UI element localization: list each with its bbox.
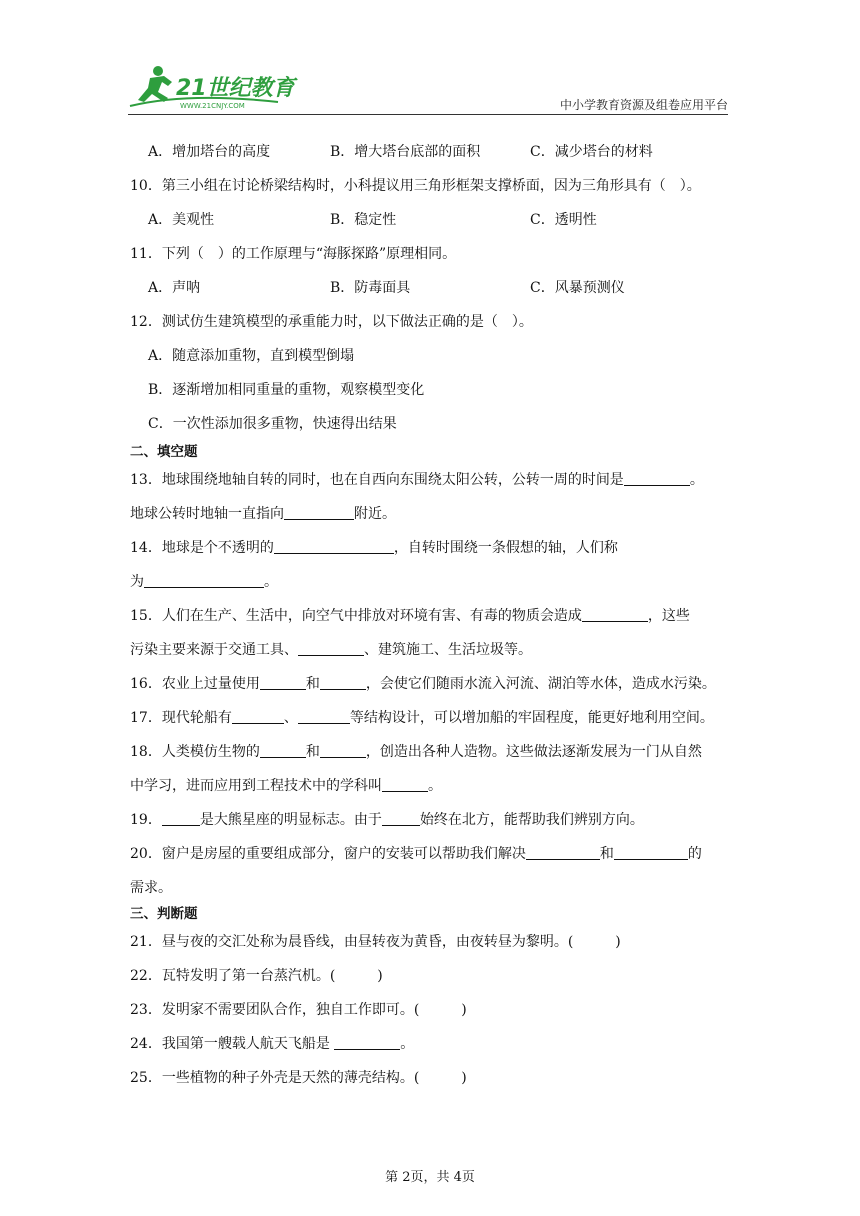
q9-option-b: B．增大塔台底部的面积 (330, 144, 481, 160)
answer-blank[interactable] (162, 811, 200, 826)
answer-blank[interactable] (320, 675, 366, 690)
q9-option-c: C．减少塔台的材料 (530, 144, 653, 160)
q11-option-b: B．防毒面具 (330, 280, 411, 296)
q18-line2: 中学习，进而应用到工程技术中的学科叫 。 (130, 778, 442, 794)
answer-blank[interactable] (260, 743, 306, 758)
answer-blank[interactable] (526, 845, 600, 860)
q24-line: 24．我国第一艘载人航天飞船是 。 (130, 1036, 415, 1052)
platform-name: 中小学教育资源及组卷应用平台 (559, 98, 728, 112)
q10-option-b: B．稳定性 (330, 212, 397, 228)
q9-option-a: A．增加塔台的高度 (148, 144, 271, 160)
q14-line1: 14．地球是个不透明的 ，自转时围绕一条假想的轴，人们称 (130, 540, 618, 556)
answer-blank[interactable] (232, 709, 284, 724)
page-footer: 第 2页，共 4页 (385, 1170, 475, 1185)
q12-option-b: B．逐渐增加相同重量的重物，观察模型变化 (148, 382, 425, 398)
q14-line2: 为 。 (130, 574, 278, 590)
q10-option-c: C．透明性 (530, 212, 597, 228)
q21-text: 21．昼与夜的交汇处称为晨昏线，由昼转夜为黄昏，由夜转昼为黎明。( ) (130, 934, 621, 950)
page-header (128, 62, 728, 122)
q15-line2: 污染主要来源于交通工具、 、建筑施工、生活垃圾等。 (130, 642, 532, 658)
q16-line: 16．农业上过量使用 和 ，会使它们随雨水流入河流、湖泊等水体，造成水污染。 (130, 676, 716, 692)
q18-line1: 18．人类模仿生物的 和 ，创造出各种人造物。这些做法逐渐发展为一门从自然 (130, 744, 702, 760)
logo-url: WWW.21CNJY.COM (180, 102, 245, 110)
answer-blank[interactable] (614, 845, 688, 860)
answer-blank[interactable] (284, 505, 354, 520)
q13-line2: 地球公转时地轴一直指向 附近。 (130, 506, 396, 522)
header-divider (128, 114, 728, 115)
q20-line2: 需求。 (130, 880, 172, 896)
q12-option-a: A．随意添加重物，直到模型倒塌 (148, 348, 355, 364)
q10-option-a: A．美观性 (148, 212, 215, 228)
q19-line: 19． 是大熊星座的明显标志。由于 始终在北方，能帮助我们辨别方向。 (130, 812, 644, 828)
answer-blank[interactable] (298, 641, 364, 656)
logo-21cnjy (128, 62, 298, 112)
answer-blank[interactable] (382, 811, 420, 826)
q12-text: 12．测试仿生建筑模型的承重能力时，以下做法正确的是（ ）。 (130, 314, 533, 330)
q11-option-a: A．声呐 (148, 280, 201, 296)
section-fill-blank: 二、填空题 (130, 444, 198, 460)
q17-line: 17．现代轮船有 、 等结构设计，可以增加船的牢固程度，能更好地利用空间。 (130, 710, 714, 726)
answer-blank[interactable] (582, 607, 648, 622)
answer-blank[interactable] (274, 539, 394, 554)
q20-line1: 20．窗户是房屋的重要组成部分，窗户的安装可以帮助我们解决 和 的 (130, 846, 702, 862)
q15-line1: 15．人们在生产、生活中，向空气中排放对环境有害、有毒的物质会造成 ，这些 (130, 608, 690, 624)
answer-blank[interactable] (320, 743, 366, 758)
q25-text: 25．一些植物的种子外壳是天然的薄壳结构。( ) (130, 1070, 467, 1086)
answer-blank[interactable] (334, 1035, 400, 1050)
q10-text: 10．第三小组在讨论桥梁结构时，小科提议用三角形框架支撑桥面，因为三角形具有（ ）。 (130, 178, 701, 194)
q13-line1: 13．地球围绕地轴自转的同时，也在自西向东围绕太阳公转，公转一周的时间是 。 (130, 472, 704, 488)
answer-blank[interactable] (624, 471, 690, 486)
answer-blank[interactable] (260, 675, 306, 690)
answer-blank[interactable] (298, 709, 350, 724)
q11-option-c: C．风暴预测仪 (530, 280, 625, 296)
section-true-false: 三、判断题 (130, 906, 198, 922)
q11-text: 11．下列（ ）的工作原理与“海豚探路”原理相同。 (130, 246, 457, 262)
answer-blank[interactable] (382, 777, 428, 792)
q12-option-c: C．一次性添加很多重物，快速得出结果 (148, 416, 397, 432)
answer-blank[interactable] (144, 573, 264, 588)
q23-text: 23．发明家不需要团队合作，独自工作即可。( ) (130, 1002, 467, 1018)
q22-text: 22．瓦特发明了第一台蒸汽机。( ) (130, 968, 383, 984)
logo-text: 21世纪教育 (176, 76, 295, 101)
